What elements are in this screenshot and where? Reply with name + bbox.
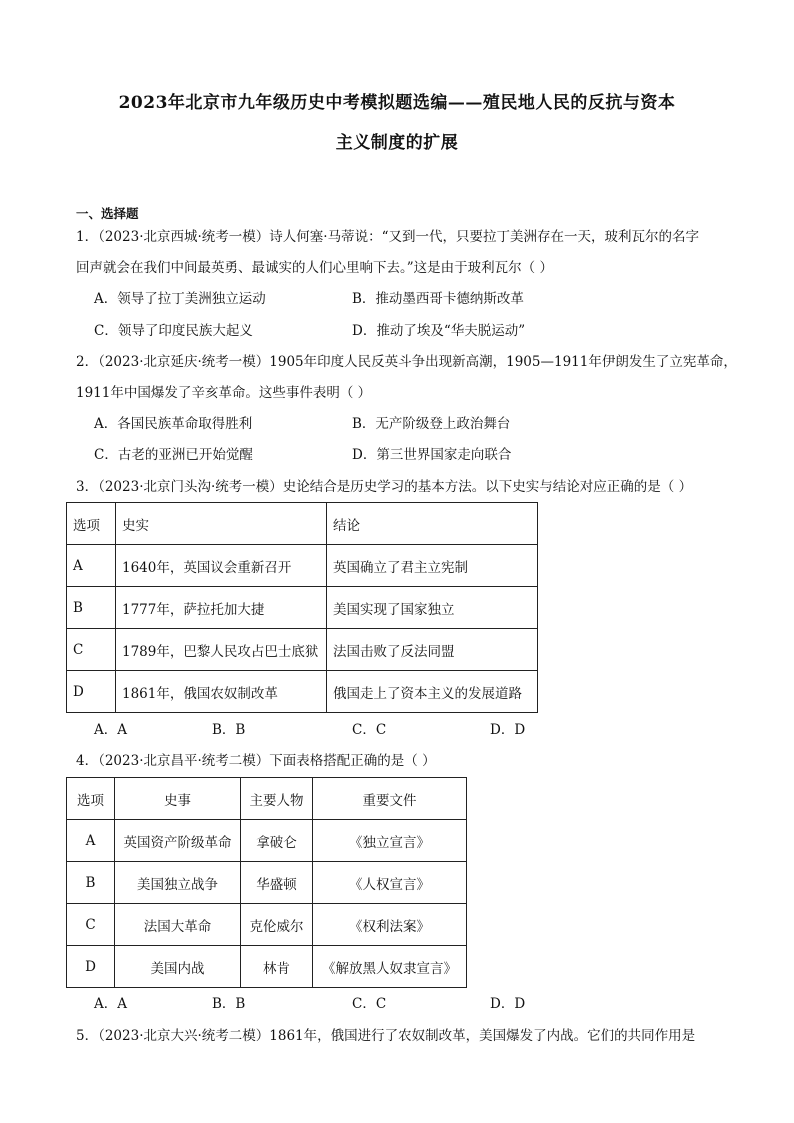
question-4-option-d: D．D xyxy=(490,996,526,1012)
table-cell: 林肯 xyxy=(241,946,313,988)
question-1-stem-line-1: 1．（2023·北京西城·统考一模）诗人何塞·马蒂说：“又到一代，只要拉丁美洲存在一天，玻利瓦尔的名字 xyxy=(76,229,699,245)
table-cell: C xyxy=(67,904,115,946)
table-cell: B xyxy=(67,587,116,629)
table-cell: 英国确立了君主立宪制 xyxy=(327,545,538,587)
table-header-cell: 主要人物 xyxy=(241,778,313,820)
question-4-table xyxy=(66,777,467,988)
table-header-cell: 选项 xyxy=(67,778,115,820)
table-cell: 《人权宣言》 xyxy=(313,862,467,904)
document-title-line-1: 2023年北京市九年级历史中考模拟题选编——殖民地人民的反抗与资本 xyxy=(118,93,676,113)
table-cell: 华盛顿 xyxy=(241,862,313,904)
table-cell: 《解放黑人奴隶宣言》 xyxy=(313,946,467,988)
table-cell: D xyxy=(67,671,116,713)
table-row xyxy=(67,671,538,713)
question-3-option-b: B．B xyxy=(212,722,246,738)
question-2-option-b: B．无产阶级登上政治舞台 xyxy=(352,416,511,432)
table-header-cell: 重要文件 xyxy=(313,778,467,820)
table-cell: A xyxy=(67,545,116,587)
question-1-option-c: C．领导了印度民族大起义 xyxy=(94,323,253,339)
section-heading: 一、选择题 xyxy=(76,206,139,221)
question-2-stem-line-2: 1911年中国爆发了辛亥革命。这些事件表明（ ） xyxy=(76,385,372,401)
table-cell: 1789年，巴黎人民攻占巴士底狱 xyxy=(116,629,327,671)
table-row xyxy=(67,820,467,862)
question-1-option-b: B．推动墨西哥卡德纳斯改革 xyxy=(352,291,524,307)
question-3-option-c: C．C xyxy=(352,722,387,738)
table-row xyxy=(67,587,538,629)
table-row xyxy=(67,629,538,671)
table-cell: 1640年，英国议会重新召开 xyxy=(116,545,327,587)
question-4-option-b: B．B xyxy=(212,996,246,1012)
table-cell: 法国击败了反法同盟 xyxy=(327,629,538,671)
table-cell: A xyxy=(67,820,115,862)
question-4-option-c: C．C xyxy=(352,996,387,1012)
table-row xyxy=(67,904,467,946)
question-3-option-a: A．A xyxy=(94,722,127,738)
question-4-stem: 4．（2023·北京昌平·统考二模）下面表格搭配正确的是（ ） xyxy=(76,753,436,769)
table-header-cell: 史实 xyxy=(116,503,327,545)
document-title-line-2: 主义制度的扩展 xyxy=(335,133,459,153)
question-3-table xyxy=(66,502,538,713)
table-header-cell: 选项 xyxy=(67,503,116,545)
question-2-option-a: A．各国民族革命取得胜利 xyxy=(94,416,253,432)
question-5-stem: 5．（2023·北京大兴·统考二模）1861年，俄国进行了农奴制改革，美国爆发了内战。它们的共同作用是 xyxy=(76,1028,696,1044)
table-cell: D xyxy=(67,946,115,988)
table-cell: 1861年，俄国农奴制改革 xyxy=(116,671,327,713)
table-cell: C xyxy=(67,629,116,671)
table-cell: 克伦威尔 xyxy=(241,904,313,946)
table-row xyxy=(67,946,467,988)
question-2-stem-line-1: 2．（2023·北京延庆·统考一模）1905年印度人民反英斗争出现新高潮，1905—1911年伊朗发生了立宪革命， xyxy=(76,354,737,370)
table-cell: 美国内战 xyxy=(115,946,241,988)
question-3-stem: 3．（2023·北京门头沟·统考一模）史论结合是历史学习的基本方法。以下史实与结论对应正确的是（ ） xyxy=(76,479,693,495)
table-cell: 美国独立战争 xyxy=(115,862,241,904)
table-row xyxy=(67,545,538,587)
table-cell: 拿破仑 xyxy=(241,820,313,862)
table-header-row xyxy=(67,778,467,820)
table-cell: 美国实现了国家独立 xyxy=(327,587,538,629)
table-cell: 英国资产阶级革命 xyxy=(115,820,241,862)
table-cell: 《权利法案》 xyxy=(313,904,467,946)
table-header-row xyxy=(67,503,538,545)
question-4-option-a: A．A xyxy=(94,996,127,1012)
question-2-option-d: D．第三世界国家走向联合 xyxy=(352,447,512,463)
table-cell: 俄国走上了资本主义的发展道路 xyxy=(327,671,538,713)
table-header-cell: 史事 xyxy=(115,778,241,820)
table-row xyxy=(67,862,467,904)
table-cell: 1777年，萨拉托加大捷 xyxy=(116,587,327,629)
table-cell: 法国大革命 xyxy=(115,904,241,946)
question-1-stem-line-2: 回声就会在我们中间最英勇、最诚实的人们心里响下去。”这是由于玻利瓦尔（ ） xyxy=(76,260,553,276)
question-1-option-a: A．领导了拉丁美洲独立运动 xyxy=(94,291,266,307)
question-3-option-d: D．D xyxy=(490,722,526,738)
table-cell: B xyxy=(67,862,115,904)
table-header-cell: 结论 xyxy=(327,503,538,545)
table-cell: 《独立宣言》 xyxy=(313,820,467,862)
question-2-option-c: C．古老的亚洲已开始觉醒 xyxy=(94,447,253,463)
question-1-option-d: D．推动了埃及“华夫脱运动” xyxy=(352,323,526,339)
